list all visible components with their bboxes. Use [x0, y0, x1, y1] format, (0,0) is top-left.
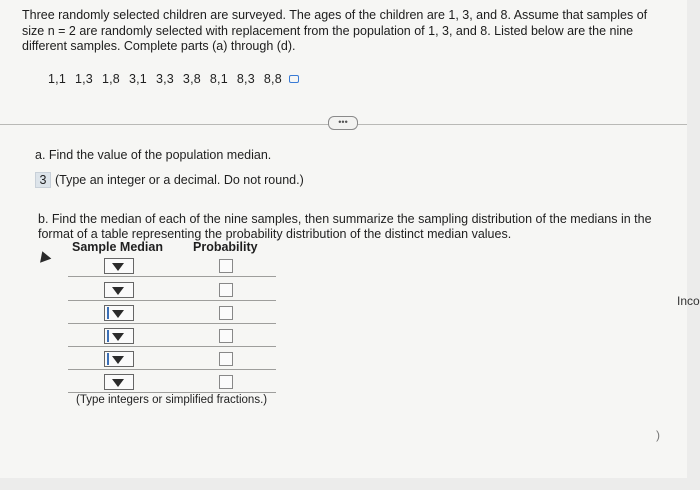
sample-item: 1,3: [74, 72, 93, 86]
sample-item: 3,3: [155, 72, 174, 86]
problem-statement: Three randomly selected children are surveyed. The ages of the children are 1, 3, and 8. Assume that samples of size n = 2 are randomly selected with replacement from the population of 1, 3, and 8. Listed below are the nine different samples. Complete parts (a) through (d).: [22, 8, 648, 53]
dropdown-arrow-icon: [112, 287, 124, 295]
copy-icon[interactable]: [289, 75, 299, 83]
dropdown-arrow-icon: [112, 356, 124, 364]
probability-input[interactable]: [219, 306, 233, 320]
row-divider: [68, 276, 276, 277]
part-a-question: a. Find the value of the population median.: [35, 148, 272, 162]
dropdown-focus-bar: [107, 307, 109, 319]
dropdown-arrow-icon: [112, 333, 124, 341]
dropdown-arrow-icon: [112, 379, 124, 387]
table-row: [68, 279, 276, 301]
sample-median-dropdown[interactable]: [104, 374, 134, 390]
column-header-sample-median: Sample Median: [72, 240, 163, 254]
edge-paren: ): [656, 428, 660, 442]
probability-input[interactable]: [219, 283, 233, 297]
sample-median-dropdown[interactable]: [104, 305, 134, 321]
expand-button[interactable]: •••: [328, 116, 358, 130]
sample-item: 8,8: [263, 72, 282, 86]
part-a-hint: (Type an integer or a decimal. Do not round.): [55, 173, 304, 187]
sample-item: 1,1: [48, 72, 66, 86]
dropdown-focus-bar: [107, 330, 109, 342]
row-divider: [68, 346, 276, 347]
sample-list: [48, 72, 299, 86]
probability-input[interactable]: [219, 259, 233, 273]
part-a-answer-row: [35, 172, 304, 188]
side-panel-label: Inco: [677, 294, 700, 308]
table-row: [68, 348, 276, 370]
part-b-question: b. Find the median of each of the nine samples, then summarize the sampling distribution of the medians in the format of a table representing the probability distribution of the distinct median values.: [38, 212, 652, 241]
row-divider: [68, 300, 276, 301]
table-row: [68, 371, 276, 393]
probability-input[interactable]: [219, 352, 233, 366]
table-row: [68, 325, 276, 347]
dropdown-focus-bar: [107, 353, 109, 365]
probability-input[interactable]: [219, 329, 233, 343]
sample-median-dropdown[interactable]: [104, 351, 134, 367]
sample-item: 1,8: [101, 72, 120, 86]
part-b-footnote: (Type integers or simplified fractions.): [76, 394, 268, 406]
sample-item: 8,3: [236, 72, 255, 86]
dropdown-arrow-icon: [112, 310, 124, 318]
column-header-probability: Probability: [193, 240, 258, 254]
dropdown-arrow-icon: [112, 263, 124, 271]
sample-item: 3,8: [182, 72, 201, 86]
sample-item: 8,1: [209, 72, 228, 86]
mouse-pointer-icon: [37, 249, 52, 263]
row-divider: [68, 369, 276, 370]
table-row: [68, 302, 276, 324]
sample-median-dropdown[interactable]: [104, 258, 134, 274]
part-a-answer-field[interactable]: 3: [35, 172, 51, 188]
sample-median-dropdown[interactable]: [104, 282, 134, 298]
row-divider: [68, 392, 276, 393]
sample-item: 3,1: [128, 72, 147, 86]
probability-input[interactable]: [219, 375, 233, 389]
sample-median-dropdown[interactable]: [104, 328, 134, 344]
table-row: [68, 255, 276, 277]
row-divider: [68, 323, 276, 324]
